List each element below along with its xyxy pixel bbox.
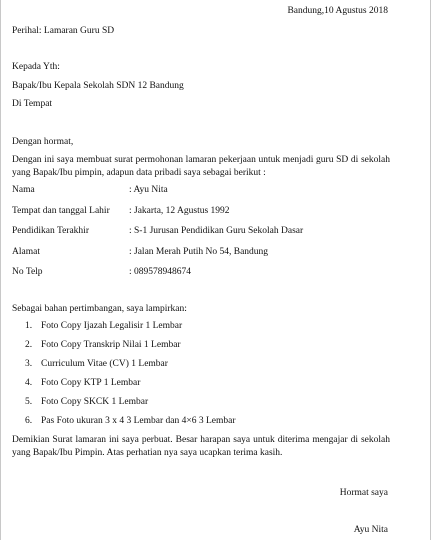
detail-label: Nama bbox=[12, 185, 35, 195]
list-text: Curriculum Vitae (CV) 1 Lembar bbox=[41, 359, 168, 369]
recipient-place: Di Tempat bbox=[12, 99, 53, 109]
letter-date: Bandung,10 Agustus 2018 bbox=[287, 6, 388, 16]
greeting: Dengan hormat, bbox=[12, 137, 74, 147]
list-number: 2. bbox=[25, 340, 33, 350]
list-text: Pas Foto ukuran 3 x 4 3 Lembar dan 4×6 3 Lembar bbox=[41, 416, 236, 426]
list-text: Foto Copy Ijazah Legalisir 1 Lembar bbox=[41, 321, 183, 331]
list-number: 3. bbox=[25, 359, 33, 369]
regards: Hormat saya bbox=[339, 488, 388, 498]
list-text: Foto Copy SKCK 1 Lembar bbox=[41, 397, 149, 407]
detail-value: : 089578948674 bbox=[129, 267, 192, 277]
list-item bbox=[25, 320, 236, 339]
list-number: 5. bbox=[25, 397, 33, 407]
letter-subject: Perihal: Lamaran Guru SD bbox=[12, 26, 115, 36]
list-text: Foto Copy KTP 1 Lembar bbox=[41, 378, 141, 388]
recipient-name: Bapak/Ibu Kepala Sekolah SDN 12 Bandung bbox=[12, 81, 184, 91]
detail-label: Alamat bbox=[12, 246, 40, 257]
recipient-salutation: Kepada Yth: bbox=[12, 62, 60, 72]
list-number: 6. bbox=[25, 416, 33, 426]
list-item bbox=[25, 377, 236, 396]
detail-value: : S-1 Jurusan Pendidikan Guru Sekolah Dasar bbox=[129, 226, 304, 236]
detail-label: No Telp bbox=[12, 267, 43, 277]
detail-label: Pendidikan Terakhir bbox=[12, 226, 89, 236]
list-item bbox=[25, 358, 236, 377]
signer-name: Ayu Nita bbox=[353, 525, 388, 535]
list-item bbox=[25, 415, 236, 434]
closing-paragraph: Demikian Surat lamaran ini saya perbuat. Besar harapan saya untuk diterima mengajar di sekolah yang Bapak/Ibu Pimpin. Atas perhatian nya saya ucapkan terima kasih. bbox=[12, 435, 390, 458]
list-number: 1. bbox=[25, 321, 33, 331]
detail-value: : Jakarta, 12 Agustus 1992 bbox=[129, 205, 230, 216]
detail-label: Tempat dan tanggal Lahir bbox=[12, 205, 110, 216]
list-item bbox=[25, 339, 236, 358]
list-item bbox=[25, 396, 236, 415]
detail-value: : Jalan Merah Putih No 54, Bandung bbox=[129, 246, 269, 257]
list-text: Foto Copy Transkrip Nilai 1 Lembar bbox=[41, 340, 181, 350]
attachments-intro: Sebagai bahan pertimbangan, saya lampirkan: bbox=[12, 304, 187, 314]
intro-paragraph: Dengan ini saya membuat surat permohonan lamaran pekerjaan untuk menjadi guru SD di sekolah yang Bapak/Ibu pimpin, adapun data pribadi saya sebagai berikut : bbox=[12, 155, 390, 178]
attachments-list bbox=[25, 320, 236, 434]
detail-value: : Ayu Nita bbox=[129, 185, 168, 195]
list-number: 4. bbox=[25, 378, 33, 388]
